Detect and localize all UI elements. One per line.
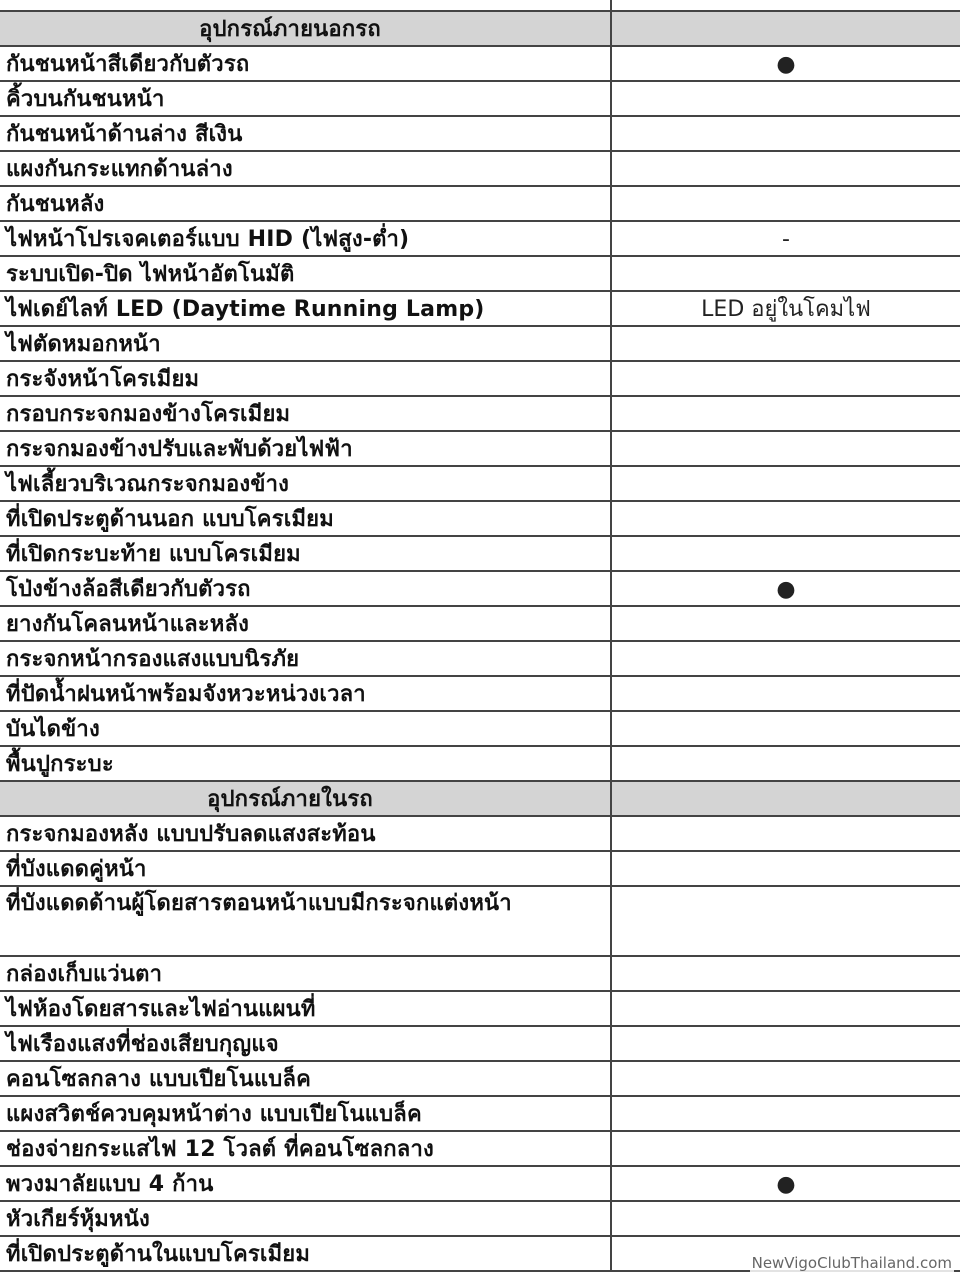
feature-label: ที่เปิดประตูด้านนอก แบบโครเมียม <box>0 502 612 535</box>
table-row <box>0 887 960 957</box>
table-row <box>0 852 960 887</box>
feature-value <box>612 537 960 570</box>
feature-label: บันไดข้าง <box>0 712 612 745</box>
table-row <box>0 712 960 747</box>
table-row <box>0 362 960 397</box>
feature-value <box>612 187 960 220</box>
table-row <box>0 1132 960 1167</box>
feature-label: กันชนหน้าด้านล่าง สีเงิน <box>0 117 612 150</box>
feature-label: กระจังหน้าโครเมียม <box>0 362 612 395</box>
feature-label: กล่องเก็บแว่นตา <box>0 957 612 990</box>
feature-label: ที่เปิดประตูด้านในแบบโครเมียม <box>0 1237 612 1270</box>
previous-row-fragment <box>0 0 960 12</box>
table-row <box>0 292 960 327</box>
feature-value <box>612 992 960 1025</box>
feature-label: กรอบกระจกมองข้างโครเมียม <box>0 397 612 430</box>
section-title: อุปกรณ์ภายนอกรถ <box>0 12 612 45</box>
table-row <box>0 467 960 502</box>
feature-label: กระจกมองหลัง แบบปรับลดแสงสะท้อน <box>0 817 612 850</box>
feature-value <box>612 117 960 150</box>
watermark: NewVigoClubThailand.com <box>751 1254 952 1272</box>
feature-label: ที่ปัดน้ำฝนหน้าพร้อมจังหวะหน่วงเวลา <box>0 677 612 710</box>
feature-value <box>612 1097 960 1130</box>
table-row <box>0 187 960 222</box>
feature-value <box>612 1062 960 1095</box>
table-row <box>0 1202 960 1237</box>
feature-value <box>612 607 960 640</box>
table-row <box>0 747 960 782</box>
feature-label: ไฟเดย์ไลท์ LED (Daytime Running Lamp) <box>0 292 612 325</box>
feature-label: แผงสวิตช์ควบคุมหน้าต่าง แบบเปียโนแบล็ค <box>0 1097 612 1130</box>
feature-value <box>612 887 960 955</box>
section-value-cell <box>612 12 960 45</box>
feature-value <box>612 432 960 465</box>
feature-label: ระบบเปิด-ปิด ไฟหน้าอัตโนมัติ <box>0 257 612 290</box>
table-row <box>0 817 960 852</box>
table-row <box>0 257 960 292</box>
table-row <box>0 677 960 712</box>
feature-value <box>612 467 960 500</box>
feature-value <box>612 1027 960 1060</box>
table-row <box>0 1062 960 1097</box>
table-row <box>0 327 960 362</box>
table-row <box>0 1097 960 1132</box>
feature-label: กันชนหน้าสีเดียวกับตัวรถ <box>0 47 612 80</box>
feature-value <box>612 852 960 885</box>
table-row <box>0 117 960 152</box>
feature-value: - <box>782 227 790 252</box>
feature-value <box>612 957 960 990</box>
table-row <box>0 397 960 432</box>
table-row <box>0 607 960 642</box>
table-row <box>0 992 960 1027</box>
feature-value <box>612 152 960 185</box>
included-dot: ● <box>776 577 796 602</box>
table-row <box>0 152 960 187</box>
feature-value <box>612 642 960 675</box>
feature-label: กันชนหลัง <box>0 187 612 220</box>
feature-label: ไฟตัดหมอกหน้า <box>0 327 612 360</box>
feature-value <box>612 1132 960 1165</box>
feature-value <box>612 502 960 535</box>
previous-row-label-cell <box>0 0 612 12</box>
feature-label: ยางกันโคลนหน้าและหลัง <box>0 607 612 640</box>
feature-label: โป่งข้างล้อสีเดียวกับตัวรถ <box>0 572 612 605</box>
section-header <box>0 782 960 817</box>
feature-label: คอนโซลกลาง แบบเปียโนแบล็ค <box>0 1062 612 1095</box>
feature-value <box>612 677 960 710</box>
feature-label: พื้นปูกระบะ <box>0 747 612 780</box>
included-dot: ● <box>776 52 796 77</box>
feature-value <box>612 397 960 430</box>
table-row <box>0 502 960 537</box>
feature-label: ช่องจ่ายกระแสไฟ 12 โวลต์ ที่คอนโซลกลาง <box>0 1132 612 1165</box>
table-row <box>0 222 960 257</box>
feature-value: LED อยู่ในโคมไฟ <box>701 297 871 322</box>
feature-value <box>612 817 960 850</box>
table-row <box>0 537 960 572</box>
feature-value <box>612 257 960 290</box>
feature-value <box>612 747 960 780</box>
table-row <box>0 572 960 607</box>
feature-label: ไฟเรืองแสงที่ช่องเสียบกุญแจ <box>0 1027 612 1060</box>
feature-label: คิ้วบนกันชนหน้า <box>0 82 612 115</box>
feature-label: ไฟห้องโดยสารและไฟอ่านแผนที่ <box>0 992 612 1025</box>
feature-label: ไฟเลี้ยวบริเวณกระจกมองข้าง <box>0 467 612 500</box>
section-value-cell <box>612 782 960 815</box>
feature-value <box>612 327 960 360</box>
feature-label: ที่บังแดดด้านผู้โดยสารตอนหน้าแบบมีกระจกแต่งหน้า <box>0 887 612 955</box>
feature-value <box>612 82 960 115</box>
feature-value <box>612 712 960 745</box>
table-row <box>0 432 960 467</box>
feature-label: กระจกหน้ากรองแสงแบบนิรภัย <box>0 642 612 675</box>
included-dot: ● <box>776 1172 796 1197</box>
feature-label: พวงมาลัยแบบ 4 ก้าน <box>0 1167 612 1200</box>
section-header <box>0 12 960 47</box>
table-row <box>0 1027 960 1062</box>
table-row <box>0 82 960 117</box>
feature-label: ที่บังแดดคู่หน้า <box>0 852 612 885</box>
feature-label: กระจกมองข้างปรับและพับด้วยไฟฟ้า <box>0 432 612 465</box>
section-title: อุปกรณ์ภายในรถ <box>0 782 612 815</box>
feature-value <box>612 362 960 395</box>
feature-label: แผงกันกระแทกด้านล่าง <box>0 152 612 185</box>
feature-label: ที่เปิดกระบะท้าย แบบโครเมียม <box>0 537 612 570</box>
table-row <box>0 1167 960 1202</box>
table-row <box>0 47 960 82</box>
feature-label: หัวเกียร์หุ้มหนัง <box>0 1202 612 1235</box>
feature-value <box>612 1202 960 1235</box>
table-row <box>0 957 960 992</box>
table-row <box>0 642 960 677</box>
feature-label: ไฟหน้าโปรเจคเตอร์แบบ HID (ไฟสูง-ต่ำ) <box>0 222 612 255</box>
